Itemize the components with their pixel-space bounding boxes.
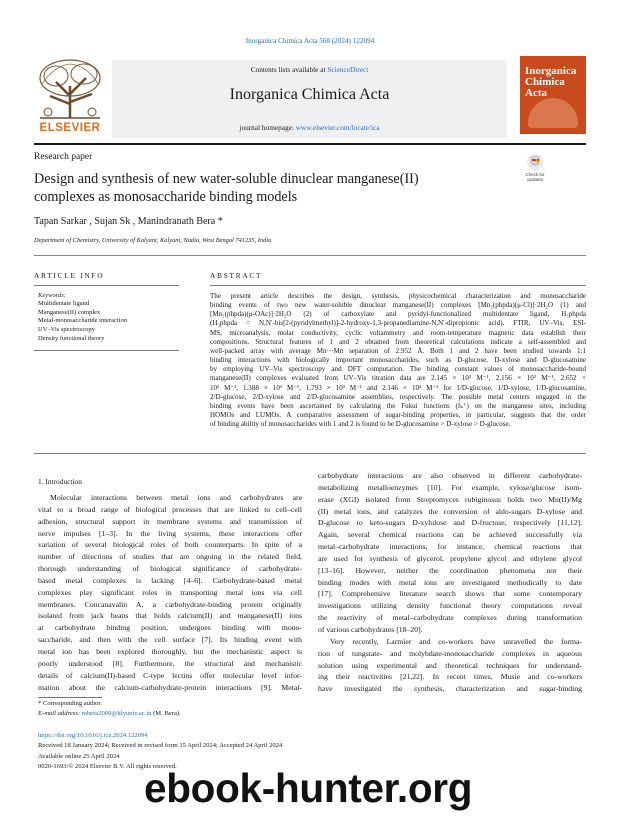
abstract-line: of binding ability of monosaccharides with 1 and 2 is found to be D-glucosamine > D-xylose > D-glucose. xyxy=(210,420,511,429)
keyword: Density functional theory xyxy=(38,334,105,342)
email-link[interactable]: mbera2009@klyuniv.ac.in xyxy=(81,710,152,717)
header-divider xyxy=(34,143,586,145)
body-line: binding modes with metal ions are investigated methodically to date xyxy=(318,577,582,587)
abstract-line: by employing UV–Vis spectroscopy and DFT computation. The binding constant values of monosaccharide-bound xyxy=(210,365,586,374)
abstract-line: [Mn₂(phpda)(μ-OAc)]·2H₂O (2) of carboxylate and pyridyl-functionalized multidentate ligand, H₃phpda xyxy=(210,310,586,319)
elsevier-logo xyxy=(34,56,106,134)
body-line: Molecular interactions between metal ions and carbohydrates are xyxy=(50,493,302,502)
cover-graphic xyxy=(528,98,578,128)
abstract-bottom-divider xyxy=(34,453,586,454)
elsevier-tree-icon xyxy=(34,56,106,120)
abstract-text xyxy=(210,292,586,429)
received-dates: Received 18 January 2024; Received in revised form 15 April 2024; Accepted 24 April 2024 xyxy=(38,742,283,750)
keyword: Manganese(II) complex xyxy=(38,308,101,316)
sciencedirect-link[interactable]: ScienceDirect xyxy=(327,65,369,74)
body-line: tion of tungstate- and molybdate-monosaccharide complexes in aqueous xyxy=(318,648,582,658)
body-line: nerve impulses [1–3]. In the living systems, these interactions offer xyxy=(38,528,302,538)
info-divider xyxy=(34,285,179,286)
elsevier-wordmark: ELSEVIER xyxy=(39,122,101,134)
affiliation: Department of Chemistry, University of Kalyani, Kalyani, Nadia, West Bengal 741235, India xyxy=(34,237,272,244)
paper-title xyxy=(34,170,504,206)
footnote-divider xyxy=(38,697,102,698)
body-line: of various carbohydrates [18–20]. xyxy=(318,624,423,634)
body-line: carbohydrate interactions are also observed in different carbohydrate- xyxy=(318,471,582,480)
keyword: UV–Vis spectroscopy xyxy=(38,326,95,334)
available-online: Available online 25 April 2024 xyxy=(38,752,120,760)
body-line: investigations utilizing density functional theory computations reveal xyxy=(318,601,582,611)
check-updates-icon xyxy=(527,154,543,170)
article-info-heading: ARTICLE INFO xyxy=(34,271,105,280)
abstract-line: 10³ M⁻¹, 1.388 × 10³ M⁻¹, 1.793 × 10³ M⁻¹ and 2.146 × 10³ M⁻¹ for 1/D-glucose, 1/D-xylose, 1/D-glucosamine, xyxy=(210,383,586,392)
body-line: adhesion, structural support in membrane systems and transmission of xyxy=(38,516,302,526)
body-line: the reactivity of metal–carbohydrate complexes during transformation xyxy=(318,613,582,623)
body-line: number of directions of studies that are ongoing in the related field, xyxy=(38,552,302,562)
abstract-heading: ABSTRACT xyxy=(210,271,263,280)
body-line: [17]. Comprehensive literature search shows that some contemporary xyxy=(318,589,582,599)
contents-prefix: Contents lists available at xyxy=(250,65,328,74)
body-line: based metal complexes is lacking [4–6]. Carbohydrate-based metal xyxy=(38,575,302,585)
homepage-prefix: journal homepage: xyxy=(239,123,296,132)
abstract-line: binding events have been ascertained by calculating the Fukui functions (fₖ⁺) on the manganese sites, including xyxy=(210,401,586,410)
email-suffix: (M. Bera). xyxy=(151,710,181,717)
watermark: ebook-hunter.org xyxy=(144,765,473,811)
body-line: isolated from jack beans that holds calcium(II) and manganese(II) ions xyxy=(38,611,302,621)
keyword: Metal-monosaccharide interaction xyxy=(38,317,127,325)
title-line: Design and synthesis of new water-soluble dinuclear manganese(II) xyxy=(34,171,419,187)
keywords-divider xyxy=(34,350,179,351)
body-line: metal ion has been explored thoroughly, but the mechanistic aspect is xyxy=(38,646,302,656)
body-line: variation of several biological roles of both counterparts. In spite of a xyxy=(38,540,302,550)
abstract-line: 2/D-glucose, 2/D-xylose and 2/D-glucosamine assemblies, respectively. The possible metal centers engaged in the xyxy=(210,392,586,401)
body-line: vital to a broad range of biological processes that are linked to cell–cell xyxy=(38,504,302,514)
body-line: Very recently, Larmier and co-workers have unravelled the forma- xyxy=(330,636,582,646)
body-line: complexes play significant roles in transporting metal ions via cell xyxy=(38,587,302,597)
check-for-updates-badge[interactable] xyxy=(520,154,550,186)
journal-title: Inorganica Chimica Acta xyxy=(229,86,390,103)
journal-homepage xyxy=(112,123,507,132)
title-divider xyxy=(34,255,586,256)
article-type: Research paper xyxy=(34,152,93,162)
abstract-line: (H₃phpda = N,N′-bis[2-(pyridylmethyl)]-2-hydroxy-1,3-propanediamine-N,N′-dipropionic acid). FTIR, UV–Vis, ESI- xyxy=(210,319,586,328)
body-line: Again, several chemical reactions can be achieved successfully via xyxy=(318,530,582,540)
body-line: membranes. Concanavalin A, a carbohydrate-binding protein originally xyxy=(38,599,302,609)
body-line: [13–16]. However, neither the coordination phenomena nor their xyxy=(318,565,582,575)
doi-link[interactable]: https://doi.org/10.1016/j.ica.2024.122094 xyxy=(38,732,148,739)
abstract-line: HOMOs and LUMOs. A comparative assessment of sugar-binding properties, in particular, suggests that the order xyxy=(210,411,586,420)
body-line: erase (XGI) isolated from Streptomyces rubiginosus holds two Mn(II)/Mg xyxy=(318,494,582,504)
abstract-line: MS, microanalysis, molar conductivity, cyclic voltammetry and room-temperature magnetic data establish their xyxy=(210,328,586,337)
footnote xyxy=(38,699,181,719)
keywords-label: Keywords: xyxy=(38,292,66,299)
body-line: mation about the calcium-carbohydrate-protein interactions [9]. Metal- xyxy=(38,682,302,692)
body-column-right xyxy=(318,470,582,695)
body-line: D-glucose to keto-sugars D-xylulose and D-fructose, respectively [11,12]. xyxy=(318,518,582,528)
email-label: E-mail address: xyxy=(38,710,82,717)
body-line: at carbohydrate binding position, undergoes binding with mono- xyxy=(38,623,302,633)
homepage-link[interactable]: www.elsevier.com/locate/ica xyxy=(295,123,380,132)
cover-title: Inorganica Chimica Acta xyxy=(525,65,577,99)
body-line: metal–carbohydrate interactions, for instance, chemical reactions that xyxy=(318,542,582,552)
body-line: poorly understood [8]. Furthermore, the structural and mechanistic xyxy=(38,658,302,668)
keywords-list xyxy=(38,300,127,344)
body-line: metabolizing metalloenzymes [10]. For example, xylose/glucose isom- xyxy=(318,482,582,492)
abstract-line: The present article describes the design, synthesis, physicochemical characterization and monosaccharide xyxy=(210,292,586,300)
body-line: details of calcium(II)-based C-type lectins offer molecular level infor- xyxy=(38,670,302,680)
body-line: (II) metal ions, and catalyzes the conversion of aldo-sugars D-xylose and xyxy=(318,506,582,516)
abstract-line: compositions. Structural features of 1 and 2 obtained from theoretical calculations indicate a self-assembled and xyxy=(210,337,586,346)
abstract-divider xyxy=(210,285,586,286)
body-column-left xyxy=(38,492,302,693)
abstract-line: binding events of two new water-soluble dinuclear manganese(II) complexes [Mn₂(phpda)(μ-Cl)]·2H₂O (1) and xyxy=(210,301,586,310)
title-line: complexes as monosaccharide binding models xyxy=(34,189,298,205)
body-line: saccharide, and then with the cell surface [7]. Its binding event with xyxy=(38,635,302,645)
contents-line xyxy=(112,65,507,74)
copyright: 0020-1693/© 2024 Elsevier B.V. All rights reserved. xyxy=(38,763,177,771)
journal-citation[interactable]: Inorganica Chimica Acta 568 (2024) 122094 xyxy=(245,37,375,45)
keyword: Multidentate ligand xyxy=(38,300,90,307)
body-line: thorough understanding of biological significance of carbohydrate- xyxy=(38,564,302,574)
section-heading: 1. Introduction xyxy=(38,477,82,486)
body-line: ing their reactivities [21,22]. In recent times, Musie and co-workers xyxy=(318,672,582,682)
authors: Tapan Sarkar , Sujan Sk , Manindranath Bera * xyxy=(34,216,223,227)
body-line: are used for synthesis of glycerol, propylene glycol and ethylene glycol xyxy=(318,553,582,563)
abstract-line: manganese(II) complexes evaluated from UV–Vis titration data are 2.145 × 10³ M⁻¹, 2.156 × 10³ M⁻¹, 2.652 × xyxy=(210,374,586,383)
body-line: have investigated the synthesis, characterization and sugar-binding xyxy=(318,684,582,694)
corresponding-author: * Corresponding author. xyxy=(38,700,102,707)
abstract-line: well-packed array with average Mn···Mn separation of 2.952 Å. Both 1 and 2 have been studied towards 1:1 xyxy=(210,346,586,355)
email-line xyxy=(38,709,181,719)
check-updates-label: Check for updates xyxy=(525,172,545,182)
body-line: solution using experimental and theoretical techniques for understand- xyxy=(318,660,582,670)
abstract-line: binding interactions with biologically important monosaccharides, such as D-glucose, D-xylose and D-glucosamine xyxy=(210,356,586,365)
journal-cover xyxy=(520,56,586,134)
